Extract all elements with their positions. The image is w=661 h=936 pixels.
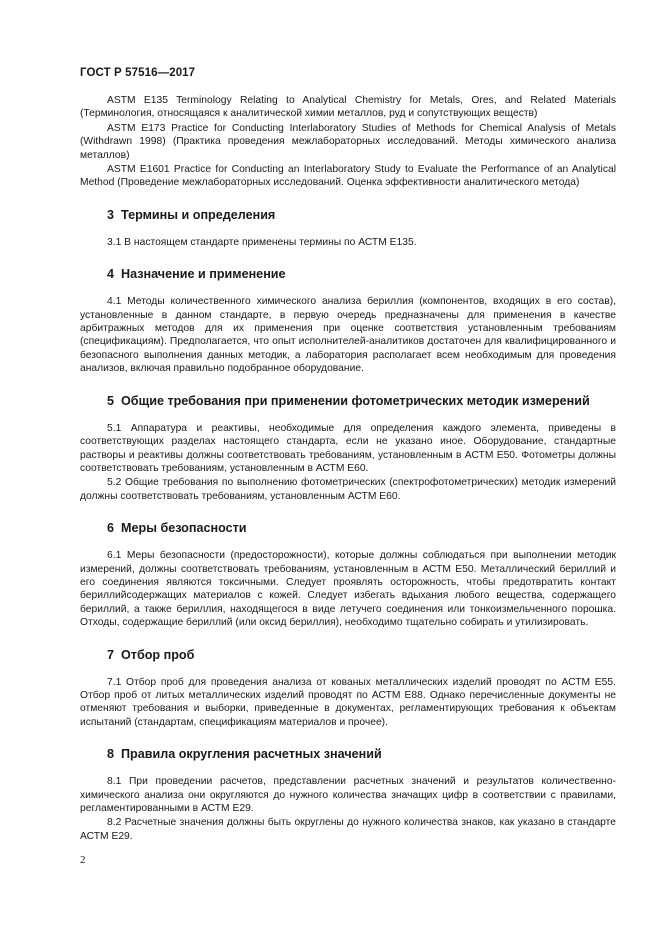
page-number: 2	[80, 854, 86, 866]
section-paragraph: 8.2 Расчетные значения должны быть округлены до нужного количества знаков, как указано в стандарте АСТМ Е29.	[80, 817, 616, 842]
section-paragraph: 8.1 При проведении расчетов, представлении расчетных значений и результатов количественно-химического анализа они округляются до нужного количества значащих цифр в соответствии с правилами, регламентированными в АСТМ Е29.	[80, 776, 616, 814]
section-title: Общие требования при применении фотометрических методик измерений	[121, 393, 590, 408]
section-paragraph: 6.1 Меры безопасности (предосторожности), которые должны соблюдаться при выполнении методик измерений, должны соответствовать требованиям, установленным в АСТМ Е50. Металлический бериллий и его соединения являются токсичными. Следует проявлять осторожность, чтобы предотвратить контакт бериллийсодержащих материалов с кожей. Следует избегать вдыхания любого вещества, содержащего бериллий, а также бериллия, находящегося в виде летучего соединения или тонкоизмельченного порошка. Отходы, содержащие бериллий (или оксид бериллия), необходимо тщательно собирать и утилизировать.	[80, 550, 616, 629]
section-number: 3	[107, 207, 115, 222]
section-6	[80, 521, 616, 629]
section-heading	[80, 521, 616, 536]
section-heading	[80, 747, 616, 762]
normative-references	[80, 94, 616, 190]
section-4	[80, 267, 616, 375]
section-heading	[80, 394, 616, 409]
section-heading	[80, 267, 616, 282]
document-body	[80, 94, 616, 843]
section-8	[80, 747, 616, 843]
section-7	[80, 648, 616, 730]
section-number: 7	[107, 647, 115, 662]
section-number: 4	[107, 267, 115, 282]
section-heading	[80, 648, 616, 663]
section-title: Правила округления расчетных значений	[121, 747, 382, 762]
section-title: Назначение и применение	[121, 267, 286, 282]
section-number: 8	[107, 747, 115, 762]
section-3	[80, 208, 616, 249]
section-paragraph: 7.1 Отбор проб для проведения анализа от кованых металлических изделий проводят по АСТМ Е55. Отбор проб от литых металлических изделий проводят по АСТМ Е88. Однако перечисленные документы не отменяют требования и выборки, приведенные в документах, регламентирующих требования к объектам испытаний (стандартам, спецификациям материалов и прочее).	[80, 676, 616, 728]
section-paragraph: 5.2 Общие требования по выполнению фотометрических (спектрофотометрических) методик измерений должны соответствовать требованиям, установленным АСТМ Е60.	[80, 477, 616, 502]
section-paragraph: 4.1 Методы количественного химического анализа бериллия (компонентов, входящих в его состав), установленные в данном стандарте, в первую очередь предназначены для применения в качестве арбитражных методов для их применения при оценке соответствия установленным требованиям (спецификациям). Предполагается, что опыт исполнителей-аналитиков достаточен для квалифицированного и безопасного выполнения данных методик, а лаборатория располагает всем необходимым для проведения анализов, включая правильно подобранное оборудование.	[80, 296, 616, 375]
reference-item: ASTM E1601 Practice for Conducting an Interlaboratory Study to Evaluate the Performance of an Analytical Method (Проведение межлабораторных исследований. Оценка эффективности аналитического метода)	[80, 164, 616, 189]
section-paragraph: 5.1 Аппаратура и реактивы, необходимые для определения каждого элемента, приведены в соответствующих разделах настоящего стандарта, если не указано иное. Оборудование, стандартные растворы и реактивы должны соответствовать требованиям, установленным в АСТМ Е50. Фотометры должны соответствовать требованиям, установленным в АСТМ Е60.	[80, 422, 616, 474]
reference-item: ASTM E135 Terminology Relating to Analytical Chemistry for Metals, Ores, and Related Materials (Терминология, относящаяся к аналитической химии металлов, руд и сопутствующих веществ)	[80, 95, 616, 120]
section-title: Отбор проб	[121, 647, 195, 662]
section-title: Термины и определения	[121, 207, 276, 222]
reference-item: ASTM E173 Practice for Conducting Interlaboratory Studies of Methods for Chemical Analysis of Metals (Withdrawn 1998) (Практика проведения межлабораторных исследований. Методы химического анализа металлов)	[80, 122, 616, 161]
section-title: Меры безопасности	[121, 521, 247, 536]
section-heading	[80, 208, 616, 223]
section-paragraph: 3.1 В настоящем стандарте применены термины по АСТМ Е135.	[107, 236, 417, 248]
section-number: 5	[107, 393, 115, 408]
section-number: 6	[107, 521, 115, 536]
page-header-standard-id: ГОСТ Р 57516—2017	[80, 67, 196, 79]
section-5	[80, 394, 616, 503]
